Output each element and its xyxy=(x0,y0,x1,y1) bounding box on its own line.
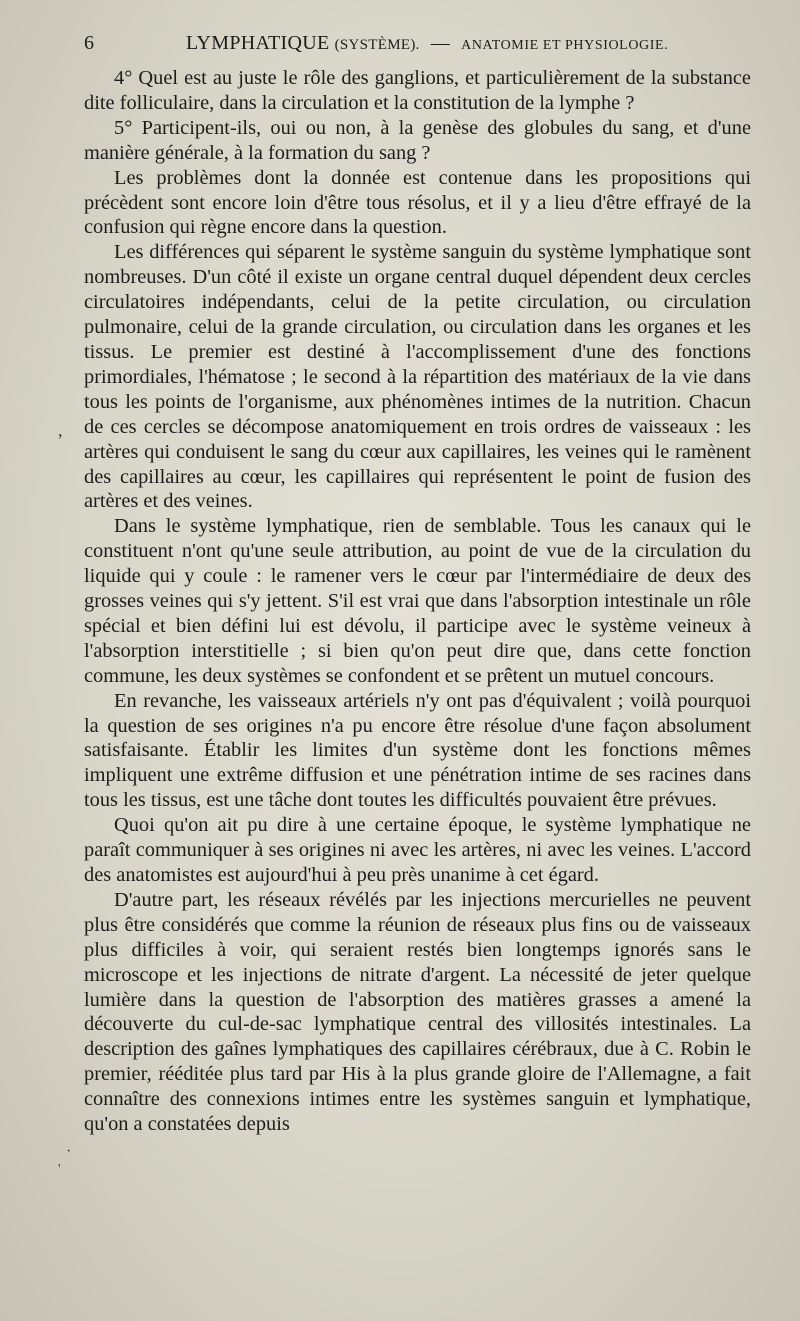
paragraph-question-5: 5° Participent-ils, oui ou non, à la genèse des globules du sang, et d'une manière générale, à la formation du sang ? xyxy=(84,116,751,164)
running-header xyxy=(84,32,756,58)
paragraph-arterial-vessels: En revanche, les vaisseaux artériels n'y ont pas d'équivalent ; voilà pourquoi la question de ses origines n'a pu encore être résolue d'une façon absolument satisfaisante. Établir les limites d'un système dont les fonctions mêmes impliquent une extrême diffusion et une pénétration intime de ses racines dans tous les tissus, est une tâche dont toutes les difficultés pouvaient être prévues. xyxy=(84,689,751,812)
margin-mark: ' xyxy=(58,1162,61,1177)
paragraph-question-4: 4° Quel est au juste le rôle des ganglions, et particulièrement de la substance dite folliculaire, dans la circulation et la constitution de la lymphe ? xyxy=(84,67,751,114)
paragraph-mercury-injections: D'autre part, les réseaux révélés par les injections mercurielles ne peuvent plus être considérés que comme la réunion de réseaux plus fins ou de vaisseaux plus difficiles à voir, qui seraient restés bien longtemps ignorés sans le microscope et les injections de nitrate d'argent. La nécessité de jeter quelque lumière dans la question de l'absorption des matières grasses a amené la découverte du cul-de-sac lymphatique central des villosités intestinales. La description des gaînes lymphatiques des capillaires cérébraux, due à C. Robin le premier, rééditée plus tard par His à la plus grande gloire de l'Allemagne, a fait connaître des connexions intimes entre les systèmes sanguin et lymphatique, qu'on a constatées depuis xyxy=(84,888,751,1136)
paragraph-origins: Quoi qu'on ait pu dire à une certaine époque, le système lymphatique ne paraît communiquer à ses origines ni avec les artères, ni avec les veines. L'accord des anatomistes est aujourd'hui à peu près unanime à cet égard. xyxy=(84,814,751,886)
margin-mark: · xyxy=(66,1143,72,1160)
page-number: 6 xyxy=(84,32,94,54)
paragraph-lymphatic-system: Dans le système lymphatique, rien de semblable. Tous les canaux qui le constituent n'ont qu'une seule attribution, au point de vue de la circulation du liquide qui y coule : le ramener vers le cœur par l'intermédiaire de deux des grosses veines qui s'y jettent. S'il est vrai que dans l'absorption intestinale un rôle spécial et bien défini lui est dévolu, il participe avec le système veineux à l'absorption interstitielle ; si bien qu'on peut dire que, dans cette fonction commune, les deux systèmes se confondent et se prêtent un mutuel concours. xyxy=(84,515,751,687)
body-text xyxy=(84,66,751,1137)
margin-mark: , xyxy=(58,420,63,440)
running-title xyxy=(186,32,668,55)
paragraph-problems: Les problèmes dont la donnée est contenue dans les propositions qui précèdent sont encore loin d'être tous résolus, et il y a lieu d'être effrayé de la confusion qui règne encore dans la question. xyxy=(84,166,751,239)
paragraph-differences: Les différences qui séparent le système sanguin du système lymphatique sont nombreuses. D'un côté il existe un organe central duquel dépendent deux cercles circulatoires indépendants, celui de la petite circulation, ou circulation pulmonaire, celui de la grande circulation, ou circulation dans les organes et les tissus. Le premier est destiné à l'accomplissement d'une des fonctions primordiales, l'hématose ; le second à la répartition des matériaux de la vie dans tous les points de l'organisme, aux phénomènes intimes de la nutrition. Chacun de ces cercles se décompose anatomiquement en trois ordres de vaisseaux : les artères qui conduisent le sang du cœur aux capillaires, les veines qui le ramènent des capillaires au cœur, les capillaires qui représentent le point de fusion des artères et des veines. xyxy=(84,241,751,513)
title-sub: ANATOMIE ET PHYSIOLOGIE. xyxy=(461,38,669,53)
title-dash: — xyxy=(430,33,451,54)
title-paren: (SYSTÈME). xyxy=(334,37,420,53)
title-main: LYMPHATIQUE xyxy=(186,32,330,54)
